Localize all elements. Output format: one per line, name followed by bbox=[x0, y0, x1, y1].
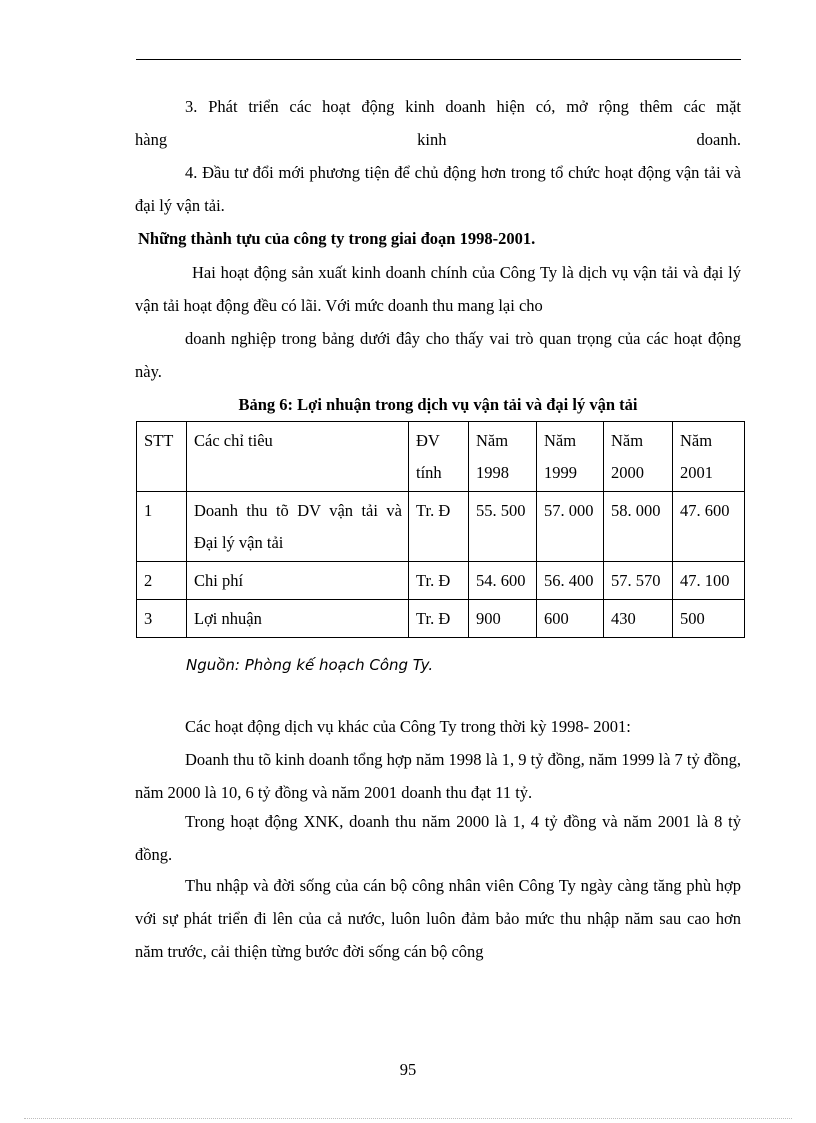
section-heading: Những thành tựu của công ty trong giai đoạn 1998-2001. bbox=[138, 229, 536, 248]
table-cell: 57. 000 bbox=[537, 492, 604, 562]
table-cell: 47. 100 bbox=[673, 562, 745, 600]
header-1998: Năm 1998 bbox=[469, 422, 537, 492]
header-2000: Năm 2000 bbox=[604, 422, 673, 492]
table-cell: 3 bbox=[137, 600, 187, 638]
table-row bbox=[137, 600, 745, 638]
table-cell: 900 bbox=[469, 600, 537, 638]
table-cell: Chi phí bbox=[187, 562, 409, 600]
table-cell: Doanh thu tõ DV vận tải và Đại lý vận tải bbox=[187, 492, 409, 562]
header-unit: ĐV tính bbox=[409, 422, 469, 492]
paragraph-general-revenue: Doanh thu tõ kinh doanh tổng hợp năm 1998 là 1, 9 tỷ đồng, năm 1999 là 7 tỷ đồng, năm 2000 là 10, 6 tỷ đồng và năm 2001 doanh thu đạt 11 tỷ. bbox=[135, 750, 741, 802]
table-cell: 430 bbox=[604, 600, 673, 638]
table-cell: Tr. Đ bbox=[409, 492, 469, 562]
table-cell: 58. 000 bbox=[604, 492, 673, 562]
profit-table bbox=[136, 421, 745, 638]
table-cell: Lợi nhuận bbox=[187, 600, 409, 638]
word-hang: hàng bbox=[135, 130, 168, 149]
word-kinh: kinh bbox=[417, 130, 447, 149]
table-cell: 2 bbox=[137, 562, 187, 600]
header-1999: Năm 1999 bbox=[537, 422, 604, 492]
page-number: 95 bbox=[399, 1060, 417, 1079]
paragraph-achievements: Hai hoạt động sản xuất kinh doanh chính của Công Ty là dịch vụ vận tải và đại lý vận tải hoạt động đều có lãi. Với mức doanh thu mang lại cho bbox=[135, 263, 741, 315]
table-cell: 500 bbox=[673, 600, 745, 638]
table-row bbox=[137, 562, 745, 600]
table-source-note: Nguồn: Phòng kế hoạch Công Ty. bbox=[186, 656, 434, 674]
table-cell: 47. 600 bbox=[673, 492, 745, 562]
page-bottom-border bbox=[24, 1118, 792, 1119]
header-indicator: Các chỉ tiêu bbox=[187, 422, 409, 492]
table-header-row bbox=[137, 422, 745, 492]
header-2001: Năm 2001 bbox=[673, 422, 745, 492]
paragraph-3-line2 bbox=[135, 123, 741, 156]
table-cell: 54. 600 bbox=[469, 562, 537, 600]
table-cell: 57. 570 bbox=[604, 562, 673, 600]
table-cell: 1 bbox=[137, 492, 187, 562]
table-row bbox=[137, 492, 745, 562]
table-cell: Tr. Đ bbox=[409, 562, 469, 600]
paragraph-3-line1: 3. Phát triển các hoạt động kinh doanh hiện có, mở rộng thêm các mặt bbox=[185, 97, 741, 116]
table-cell: 600 bbox=[537, 600, 604, 638]
table-caption: Bảng 6: Lợi nhuận trong dịch vụ vận tải và đại lý vận tải bbox=[238, 395, 638, 414]
paragraph-table-intro: doanh nghiệp trong bảng dưới đây cho thấy vai trò quan trọng của các hoạt động này. bbox=[135, 329, 741, 381]
word-doanh: doanh. bbox=[696, 130, 741, 149]
paragraph-xnk: Trong hoạt động XNK, doanh thu năm 2000 là 1, 4 tỷ đồng và năm 2001 là 8 tỷ đồng. bbox=[135, 812, 741, 864]
header-stt: STT bbox=[137, 422, 187, 492]
header-rule bbox=[136, 59, 741, 60]
table-cell: 55. 500 bbox=[469, 492, 537, 562]
table-cell: Tr. Đ bbox=[409, 600, 469, 638]
paragraph-4: 4. Đầu tư đổi mới phương tiện để chủ động hơn trong tổ chức hoạt động vận tải và đại lý vận tải. bbox=[135, 163, 741, 215]
paragraph-other-services: Các hoạt động dịch vụ khác của Công Ty trong thời kỳ 1998- 2001: bbox=[185, 717, 631, 736]
paragraph-income: Thu nhập và đời sống của cán bộ công nhân viên Công Ty ngày càng tăng phù hợp với sự phát triển đi lên của cả nước, luôn luôn đảm bảo mức thu nhập năm sau cao hơn năm trước, cải thiện từng bước đời sống cán bộ công bbox=[135, 876, 741, 961]
table-cell: 56. 400 bbox=[537, 562, 604, 600]
